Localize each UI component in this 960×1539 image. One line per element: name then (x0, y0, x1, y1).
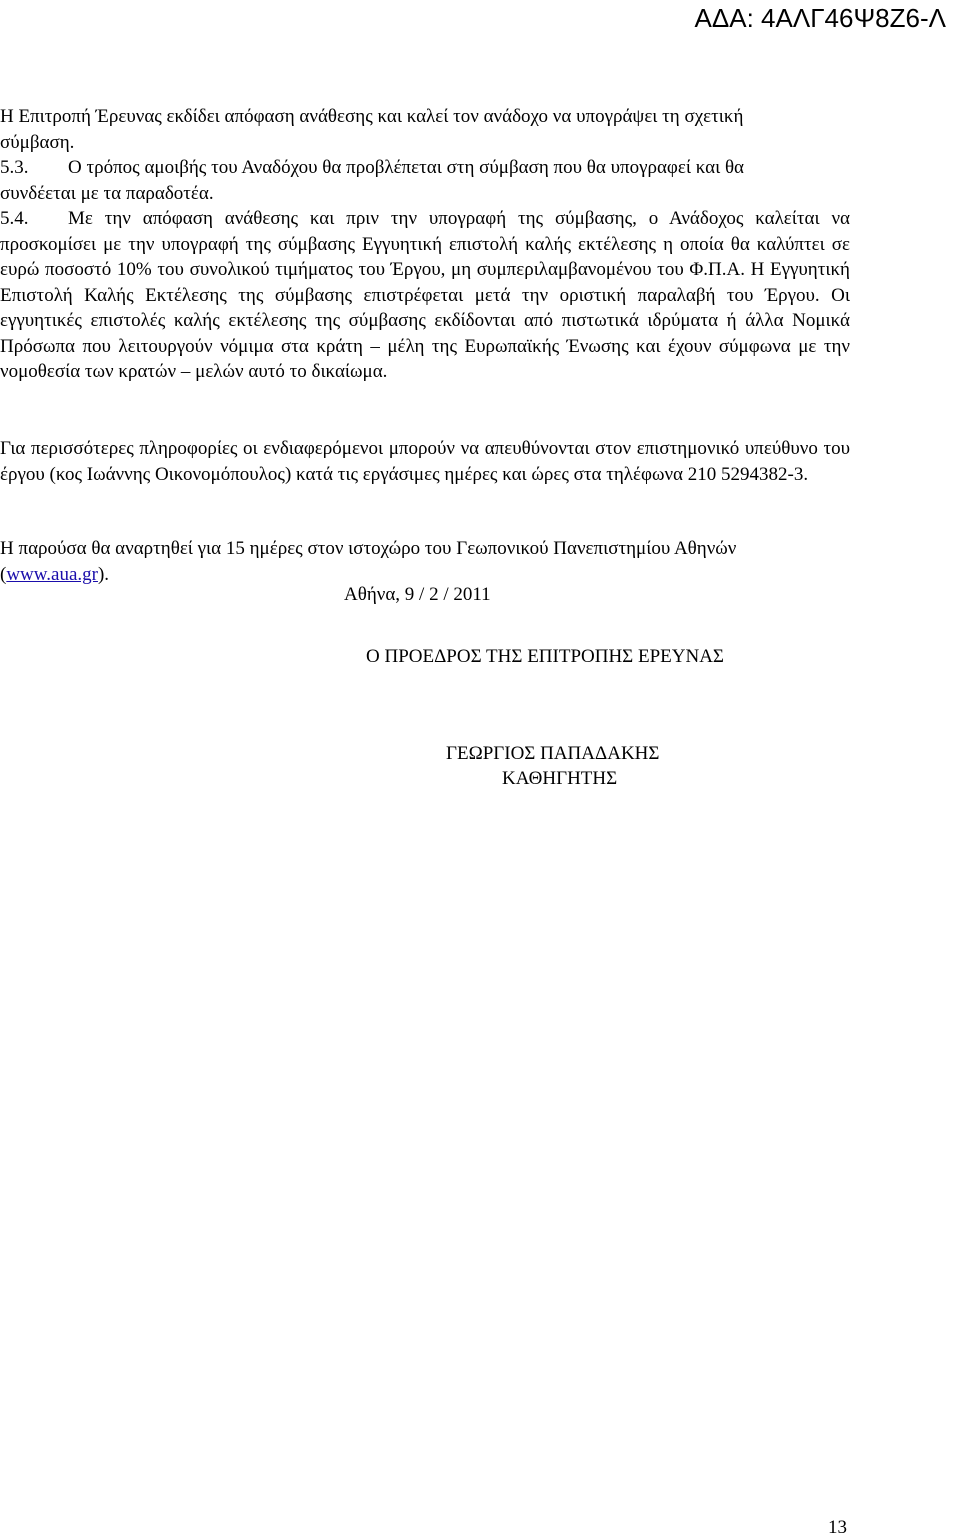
intro-line-2: σύμβαση. (0, 131, 75, 153)
ada-code-header: ΑΔΑ: 4ΑΛΓ46Ψ8Ζ6-Λ (694, 3, 946, 33)
section-5-3-line-1 (0, 155, 850, 181)
section-5-4 (0, 206, 850, 385)
section-5-4-text: Με την απόφαση ανάθεσης και πριν την υπογραφή της σύμβασης, ο Ανάδοχος καλείται να προσκομίσει με την υπογραφή της σύμβασης Εγγυητική επιστολή καλής εκτέλεσης η οποία θα καλύπτει σε ευρώ ποσοστό 10% του συνολικού τιμήματος του Έργου, μη συμπεριλαμβανομένου του Φ.Π.Α. Η Εγγυητική Επιστολή Καλής Εκτέλεσης της σύμβασης επιστρέφεται μετά την οριστική παραλαβή του Έργου. Οι εγγυητικές επιστολές καλής εκτέλεσης της σύμβασης εκδίδονται από πιστωτικά ιδρύματα ή άλλα Νομικά Πρόσωπα που λειτουργούν νόμιμα στα κράτη – μέλη της Ευρωπαϊκής Ένωσης και έχουν σύμφωνα με την νομοθεσία των κρατών – μελών αυτό το δικαίωμα. (0, 208, 850, 382)
info-paragraph: Για περισσότερες πληροφορίες οι ενδιαφερόμενοι μπορούν να απευθύνονται στον επιστημονικό υπεύθυνο του έργου (κος Ιωάννης Οικονομόπουλος) κατά τις εργάσιμες ημέρες και ώρες στα τηλέφωνα 210 5294382-3. (0, 438, 850, 485)
section-5-3-text-2: συνδέεται με τα παραδοτέα. (0, 182, 214, 204)
section-5-4-number: 5.4. (0, 208, 29, 229)
signer-name: ΓΕΩΡΓΙΟΣ ΠΑΠΑΔΑΚΗΣ (446, 743, 660, 764)
president-title: Ο ΠΡΟΕΔΡΟΣ ΤΗΣ ΕΠΙΤΡΟΠΗΣ ΕΡΕΥΝΑΣ (366, 646, 724, 667)
intro-paragraph (0, 104, 850, 155)
website-link[interactable]: www.aua.gr (6, 563, 98, 585)
section-5-3-number: 5.3. (0, 157, 29, 178)
section-5-3 (0, 155, 850, 206)
date-line: Αθήνα, 9 / 2 / 2011 (344, 584, 491, 605)
posting-text-after: ). (97, 563, 110, 585)
page-number: 13 (828, 1517, 847, 1538)
posting-paragraph (0, 536, 850, 587)
intro-line-1: Η Επιτροπή Έρευνας εκδίδει απόφαση ανάθεσης και καλεί τον ανάδοχο να υπογράψει τη σχετική (0, 106, 744, 127)
section-5-3-text-1: Ο τρόπος αμοιβής του Αναδόχου θα προβλέπεται στη σύμβαση που θα υπογραφεί και θα (68, 157, 744, 178)
signer-role: ΚΑΘΗΓΗΤΗΣ (502, 768, 618, 789)
posting-text-before: Η παρούσα θα αναρτηθεί για 15 ημέρες στον ιστοχώρο του Γεωπονικού Πανεπιστημίου Αθηνών ( (0, 538, 737, 585)
